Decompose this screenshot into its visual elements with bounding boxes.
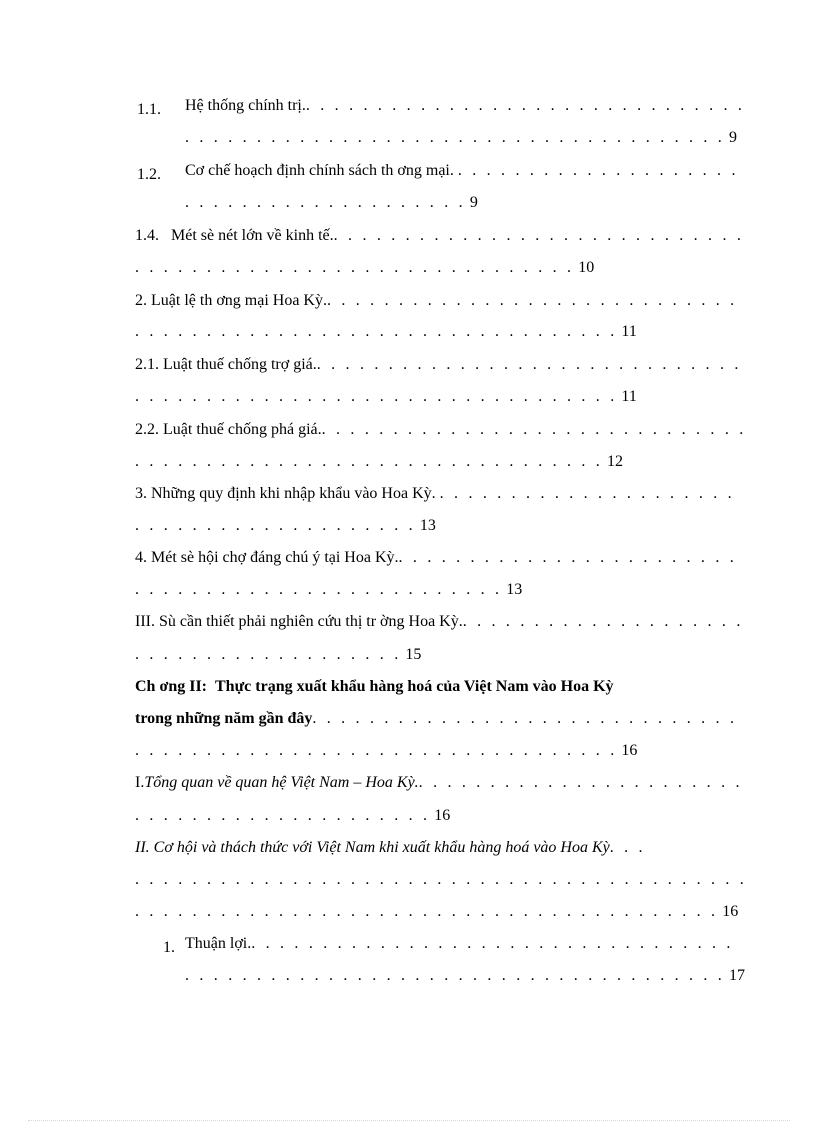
toc-entry-continuation — [135, 452, 623, 472]
toc-entry-continuation — [135, 806, 450, 826]
toc-entry-title: Hệ thống chính trị. — [185, 97, 306, 114]
toc-leader-dots: . . . . . . . . . . . . . . . . . . . . . . . . . . . . . . — [316, 356, 742, 373]
toc-entry-number: 2.1. — [135, 356, 159, 373]
toc-leader-dots: . . . . . . . . . . . . . . . . . . . . . . . . . . . . . — [333, 227, 745, 244]
toc-entry-continuation — [135, 387, 637, 407]
toc-entry-continuation — [135, 516, 436, 536]
toc-entry-title: Luật lệ th ơng mại Hoa Kỳ. — [151, 292, 327, 309]
toc-entry-row[interactable] — [135, 484, 735, 504]
toc-entry-title: Thuận lợi. — [185, 935, 252, 952]
toc-entry-continuation — [135, 645, 421, 665]
toc-leader-dots: . . . . . . . . . . . . . . . . . . . . — [135, 517, 416, 534]
toc-leader-dots: . . . . . . . . . . . . . . . . . . . . . . . . . . . . . . . . . . — [135, 323, 618, 340]
toc-leader-dots: . . . . . . . . . . . . . . . . . . . . — [185, 194, 466, 211]
toc-entry-title: Luật thuế chống trợ giá. — [163, 356, 317, 373]
toc-leader-dots: . . . . . . . . . . . . . . . . . . . . . . . . . . . . . — [326, 292, 738, 309]
toc-entry-continuation — [185, 128, 737, 148]
toc-entry-number: II. — [135, 839, 150, 856]
toc-entry-title: Mét sè hội chợ đáng chú ý tại Hoa Kỳ. — [151, 549, 399, 566]
toc-entry-row[interactable] — [185, 96, 745, 116]
toc-entry-continuation — [135, 741, 637, 761]
toc-entry-title: Những quy định khi nhập khẩu vào Hoa Kỳ. — [151, 485, 436, 502]
page-bottom-divider — [28, 1120, 790, 1121]
toc-entry-number: 1.2. — [137, 166, 161, 183]
toc-entry-row[interactable] — [185, 161, 739, 181]
toc-leader-dots: . . . . . . . . . . . . . . . . . . . . — [457, 162, 739, 179]
toc-entry-number: 4. — [135, 549, 147, 566]
toc-leader-dots: . . . . . . . . . . . . . . . . . . . . . . . . . . . . . . . . . . — [135, 742, 618, 759]
toc-entry-title: Luật thuế chống phá giá. — [163, 421, 322, 438]
toc-entry-continuation — [135, 870, 747, 890]
toc-page-number: 16 — [621, 742, 638, 759]
toc-leader-dots: . . . . . . . . . . . . . . . . . . . . . . . . . . . . . . — [312, 710, 738, 727]
toc-leader-dots: . . . . . . . . . . . . . . . . . . . . . . . . . . . . . . . . . . . . . . . . . — [135, 903, 719, 920]
toc-leader-dots: . . . . . . . . . . . . . . . . . . . . . . . — [418, 774, 743, 791]
toc-entry-continuation — [135, 322, 637, 342]
toc-entry-title: Cơ chế hoạch định chính sách th ơng mại. — [185, 162, 454, 179]
toc-entry-number: 2. — [135, 292, 147, 309]
toc-chapter-title: Thực trạng xuất khẩu hàng hoá của Việt Nam vào Hoa Kỳ — [215, 678, 614, 695]
toc-chapter-title-cont: trong những năm gần đây — [135, 710, 313, 727]
toc-entry-row[interactable] — [135, 226, 744, 246]
toc-page-number: 10 — [578, 259, 595, 276]
toc-entry-continuation — [135, 580, 522, 600]
toc-entry-row[interactable] — [135, 291, 737, 311]
toc-entry-title: Mét sè nét lớn về kinh tế. — [171, 227, 334, 244]
toc-leader-dots: . . . . . . . . . . . . . . . . . . . . . . . . . . . . . . . — [135, 259, 575, 276]
toc-page-number: 16 — [434, 807, 451, 824]
toc-entry-number: 1.1. — [137, 101, 161, 118]
toc-chapter-number: Ch ơng II: — [135, 678, 207, 695]
toc-page-number: 16 — [722, 903, 739, 920]
toc-entry-row[interactable] — [135, 420, 746, 440]
toc-page-number: 11 — [621, 388, 637, 405]
toc-entry-title: Cơ hội và thách thức với Việt Nam khi xuất khẩu hàng hoá vào Hoa Kỳ — [153, 839, 610, 856]
toc-page-number: 9 — [729, 129, 737, 146]
toc-page-number: 13 — [506, 581, 523, 598]
toc-entry-number: 3. — [135, 485, 147, 502]
toc-entry-continuation — [135, 902, 738, 922]
toc-entry-row[interactable] — [135, 773, 743, 793]
toc-entry-number: 1. — [163, 939, 175, 956]
toc-leader-dots: . . . . . . . . . . . . . . . . . . . . . . . . . . . . . . — [321, 421, 747, 438]
toc-entry-row[interactable] — [135, 548, 737, 568]
toc-leader-dots: . . . . . . . . . . . . . . . . . . . . . — [439, 485, 735, 502]
toc-page-number: 15 — [405, 646, 422, 663]
toc-page-number: 9 — [469, 194, 478, 211]
toc-page-number: 17 — [729, 967, 745, 984]
toc-entry-row[interactable] — [185, 934, 734, 954]
toc-entry-number: I. — [135, 774, 145, 791]
toc-leader-dots: . . . . . . . . . . . . . . . . . . . . . . . . . . . . . . . . . . — [251, 935, 734, 952]
toc-entry-title: Tổng quan về quan hệ Việt Nam – Hoa Kỳ. — [144, 774, 419, 791]
toc-entry-continuation — [185, 966, 745, 986]
toc-leader-dots: . . . . . . . . . . . . . . . . . . . . . . . . . . . . . . . . . . — [135, 388, 618, 405]
toc-entry-continuation — [185, 193, 478, 213]
toc-chapter-heading[interactable] — [135, 677, 614, 697]
toc-page-number: 12 — [607, 453, 623, 470]
toc-leader-dots: . . . . . . . . . . . . . . . . . . . . . . . . . . . . . . . . . . . . . . . . . . . — [135, 871, 747, 888]
toc-leader-dots: . . . . . . . . . . . . . . . . . . . . — [462, 613, 744, 630]
toc-entry-row[interactable] — [135, 709, 737, 729]
toc-leader-dots: . . . . . . . . . . . . . . . . . . . . . . . . . . . . . . . . . . . . . . — [185, 967, 725, 984]
toc-leader-dots: . . . — [609, 839, 646, 856]
toc-entry-number: III. — [135, 613, 155, 630]
toc-entry-row[interactable] — [135, 838, 646, 858]
toc-leader-dots: . . . . . . . . . . . . . . . . . . . . . — [135, 807, 431, 824]
toc-leader-dots: . . . . . . . . . . . . . . . . . . . . . . . . . . . . . . . . . . . . . . — [185, 129, 725, 146]
toc-leader-dots: . . . . . . . . . . . . . . . . . . . . . . . . — [398, 549, 737, 566]
toc-leader-dots: . . . . . . . . . . . . . . . . . . . . . . . . . . . . . . . . . — [135, 453, 603, 470]
toc-entry-row[interactable] — [135, 355, 742, 375]
toc-entry-continuation — [135, 258, 594, 278]
toc-page-number: 13 — [419, 517, 436, 534]
toc-leader-dots: . . . . . . . . . . . . . . . . . . . . . . . . . . — [135, 581, 503, 598]
toc-entry-number: 1.4. — [135, 227, 159, 244]
toc-leader-dots: . . . . . . . . . . . . . . . . . . . . . . . . . . . . . . . — [305, 97, 746, 114]
toc-entry-number: 2.2. — [135, 421, 159, 438]
toc-leader-dots: . . . . . . . . . . . . . . . . . . . — [135, 646, 402, 663]
toc-entry-title: Sù cần thiết phải nghiên cứu thị tr ờng Hoa Kỳ. — [158, 613, 463, 630]
toc-entry-row[interactable] — [135, 612, 744, 632]
toc-page-number: 11 — [621, 323, 637, 340]
